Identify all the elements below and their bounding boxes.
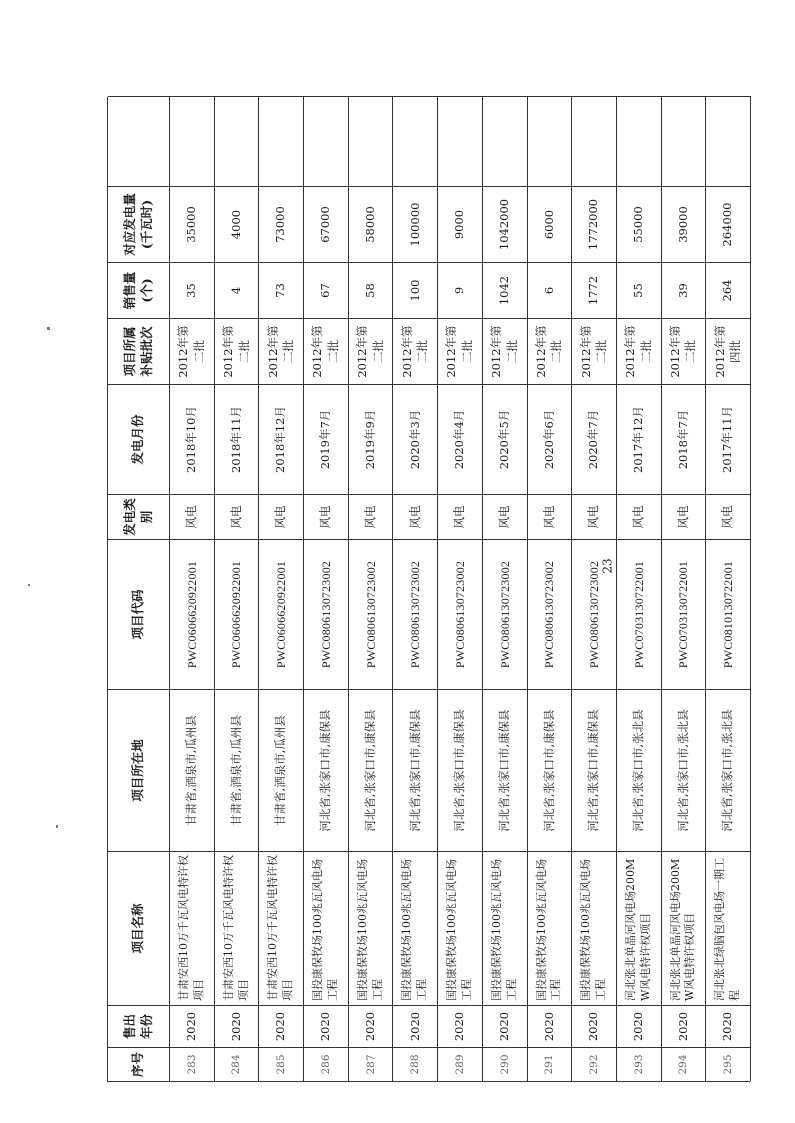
batch-cell: 2012年第二批 [170,318,215,384]
location-cell: 甘肃省,酒泉市,瓜州县 [259,689,304,851]
type-cell: 风电 [483,494,528,539]
page-number: 23 [600,558,615,574]
type-cell: 风电 [304,494,349,539]
extra-cell [528,96,573,186]
extra-cell [617,96,662,186]
location-cell: 甘肃省,酒泉市,瓜州县 [170,689,215,851]
project-code-cell: PWC0806130723002 [304,539,349,689]
month-cell: 2018年11月 [215,384,260,494]
location-cell: 河北省,张家口市,康保县 [528,689,573,851]
type-cell: 风电 [259,494,304,539]
project-name-cell: 河北张北单晶河风电场200MW风电特许权项目 [662,851,707,1005]
project-name-cell: 甘肃安西10万千瓦风电特许权项目 [215,851,260,1005]
energy-cell: 1772000 [572,186,617,262]
scan-speck [28,584,30,586]
type-cell: 风电 [528,494,573,539]
batch-cell: 2012年第四批 [706,318,751,384]
energy-cell: 39000 [662,186,707,262]
type-cell: 风电 [662,494,707,539]
seq-cell: 294 [662,1047,707,1081]
project-code-cell: PWC0806130723002 [483,539,528,689]
year-cell: 2020 [349,1005,394,1047]
month-cell: 2019年7月 [304,384,349,494]
seq-cell: 292 [572,1047,617,1081]
scan-speck [47,327,50,330]
sales-cell: 1042 [483,262,528,318]
location-cell: 甘肃省,酒泉市,瓜州县 [215,689,260,851]
extra-cell [304,96,349,186]
year-cell: 2020 [170,1005,215,1047]
type-cell: 风电 [215,494,260,539]
energy-cell: 264000 [706,186,751,262]
sales-cell: 35 [170,262,215,318]
project-code-cell: PWC0606620922001 [215,539,260,689]
batch-cell: 2012年第二批 [349,318,394,384]
header-code: 项目代码 [108,539,170,689]
year-cell: 2020 [662,1005,707,1047]
seq-cell: 287 [349,1047,394,1081]
energy-cell: 6000 [528,186,573,262]
type-cell: 风电 [349,494,394,539]
month-cell: 2017年12月 [617,384,662,494]
seq-cell: 284 [215,1047,260,1081]
extra-cell [706,96,751,186]
type-cell: 风电 [393,494,438,539]
header-seq: 序号 [108,1047,170,1081]
sales-cell: 39 [662,262,707,318]
project-code-cell: PWC0606620922001 [259,539,304,689]
sales-cell: 55 [617,262,662,318]
month-cell: 2020年6月 [528,384,573,494]
project-code-cell: PWC0806130723002 [438,539,483,689]
seq-cell: 291 [528,1047,573,1081]
project-code-cell: PWC0806130723002 [572,539,617,689]
month-cell: 2020年5月 [483,384,528,494]
month-cell: 2020年7月 [572,384,617,494]
extra-cell [170,96,215,186]
location-cell: 河北省,张家口市,张北县 [662,689,707,851]
project-name-cell: 国投康保牧场100兆瓦风电场工程 [349,851,394,1005]
project-code-cell: PWC0810130722001 [706,539,751,689]
seq-cell: 295 [706,1047,751,1081]
batch-cell: 2012年第二批 [304,318,349,384]
batch-cell: 2012年第二批 [215,318,260,384]
month-cell: 2020年3月 [393,384,438,494]
sales-cell: 67 [304,262,349,318]
header-type: 发电类别 [108,494,170,539]
project-name-cell: 河北张北绿脑包风电场一期工程 [706,851,751,1005]
sales-cell: 6 [528,262,573,318]
seq-cell: 286 [304,1047,349,1081]
batch-cell: 2012年第二批 [617,318,662,384]
seq-cell: 283 [170,1047,215,1081]
extra-cell [438,96,483,186]
header-extra [108,96,170,186]
project-code-cell: PWC0606620922001 [170,539,215,689]
type-cell: 风电 [572,494,617,539]
year-cell: 2020 [393,1005,438,1047]
batch-cell: 2012年第二批 [662,318,707,384]
location-cell: 河北省,张家口市,张北县 [617,689,662,851]
header-year: 售出年份 [108,1005,170,1047]
batch-cell: 2012年第二批 [572,318,617,384]
year-cell: 2020 [483,1005,528,1047]
project-code-cell: PWC0806130723002 [528,539,573,689]
energy-cell: 58000 [349,186,394,262]
month-cell: 2019年9月 [349,384,394,494]
year-cell: 2020 [706,1005,751,1047]
month-cell: 2018年7月 [662,384,707,494]
location-cell: 河北省,张家口市,康保县 [483,689,528,851]
year-cell: 2020 [438,1005,483,1047]
location-cell: 河北省,张家口市,康保县 [572,689,617,851]
type-cell: 风电 [170,494,215,539]
project-name-cell: 国投康保牧场100兆瓦风电场工程 [304,851,349,1005]
extra-cell [483,96,528,186]
extra-cell [572,96,617,186]
rotated-table-container [107,97,750,1082]
energy-cell: 100000 [393,186,438,262]
project-name-cell: 河北张北单晶河风电场200MW风电特许权项目 [617,851,662,1005]
batch-cell: 2012年第二批 [438,318,483,384]
project-code-cell: PWC0806130723002 [349,539,394,689]
project-code-cell: PWC0806130723002 [393,539,438,689]
extra-cell [215,96,260,186]
energy-cell: 4000 [215,186,260,262]
header-name: 项目名称 [108,851,170,1005]
batch-cell: 2012年第二批 [259,318,304,384]
project-name-cell: 国投康保牧场100兆瓦风电场工程 [393,851,438,1005]
batch-cell: 2012年第二批 [483,318,528,384]
year-cell: 2020 [304,1005,349,1047]
sales-cell: 73 [259,262,304,318]
seq-cell: 285 [259,1047,304,1081]
energy-cell: 73000 [259,186,304,262]
project-name-cell: 甘肃安西10万千瓦风电特许权项目 [259,851,304,1005]
batch-cell: 2012年第二批 [393,318,438,384]
project-name-cell: 国投康保牧场100兆瓦风电场工程 [483,851,528,1005]
extra-cell [259,96,304,186]
header-batch: 项目所属补贴批次 [108,318,170,384]
header-location: 项目所在地 [108,689,170,851]
month-cell: 2018年12月 [259,384,304,494]
year-cell: 2020 [572,1005,617,1047]
location-cell: 河北省,张家口市,康保县 [393,689,438,851]
year-cell: 2020 [259,1005,304,1047]
batch-cell: 2012年第二批 [528,318,573,384]
energy-cell: 35000 [170,186,215,262]
extra-cell [393,96,438,186]
project-name-cell: 国投康保牧场100兆瓦风电场工程 [438,851,483,1005]
extra-cell [349,96,394,186]
sales-cell: 9 [438,262,483,318]
sales-cell: 58 [349,262,394,318]
energy-cell: 67000 [304,186,349,262]
type-cell: 风电 [617,494,662,539]
month-cell: 2018年10月 [170,384,215,494]
data-table [107,97,750,1082]
energy-cell: 9000 [438,186,483,262]
type-cell: 风电 [438,494,483,539]
location-cell: 河北省,张家口市,张北县 [706,689,751,851]
year-cell: 2020 [617,1005,662,1047]
header-month: 发电月份 [108,384,170,494]
energy-cell: 55000 [617,186,662,262]
month-cell: 2017年11月 [706,384,751,494]
type-cell: 风电 [706,494,751,539]
energy-cell: 1042000 [483,186,528,262]
extra-cell [662,96,707,186]
project-name-cell: 国投康保牧场100兆瓦风电场工程 [528,851,573,1005]
project-name-cell: 甘肃安西10万千瓦风电特许权项目 [170,851,215,1005]
location-cell: 河北省,张家口市,康保县 [438,689,483,851]
location-cell: 河北省,张家口市,康保县 [349,689,394,851]
header-energy: 对应发电量(千瓦时) [108,186,170,262]
project-name-cell: 国投康保牧场100兆瓦风电场工程 [572,851,617,1005]
seq-cell: 288 [393,1047,438,1081]
month-cell: 2020年4月 [438,384,483,494]
seq-cell: 290 [483,1047,528,1081]
seq-cell: 289 [438,1047,483,1081]
project-code-cell: PWC0703130722001 [617,539,662,689]
sales-cell: 4 [215,262,260,318]
scan-speck [56,825,58,828]
location-cell: 河北省,张家口市,康保县 [304,689,349,851]
year-cell: 2020 [528,1005,573,1047]
seq-cell: 293 [617,1047,662,1081]
sales-cell: 264 [706,262,751,318]
header-sales: 销售量(个) [108,262,170,318]
project-code-cell: PWC0703130722001 [662,539,707,689]
sales-cell: 100 [393,262,438,318]
sales-cell: 1772 [572,262,617,318]
year-cell: 2020 [215,1005,260,1047]
